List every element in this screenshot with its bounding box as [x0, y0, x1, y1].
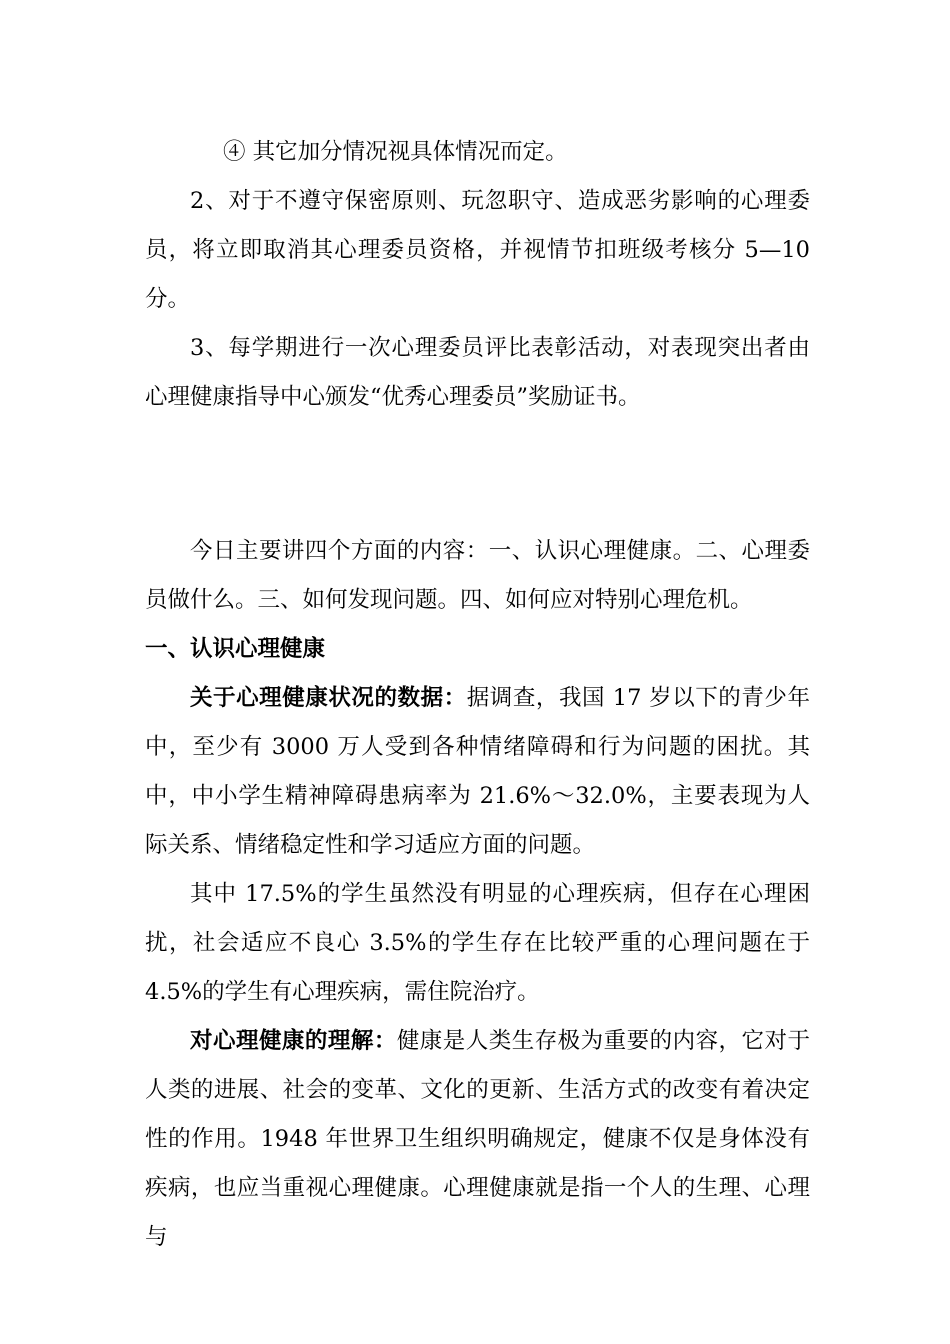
understanding-paragraph: [145, 1017, 810, 1262]
section-heading-1: 一、认识心理健康: [145, 636, 326, 662]
understanding-lead: 对心理健康的理解：: [190, 1028, 397, 1054]
intro-paragraph: 今日主要讲四个方面的内容：一、认识心理健康。二、心理委员做什么。三、如何发现问题。四、如何应对特别心理危机。: [145, 538, 810, 613]
data-paragraph: [145, 674, 810, 870]
data-body: 据调查，我国 17 岁以下的青少年中，至少有 3000 万人受到各种情绪障碍和行为问题的困扰。其中，中小学生精神障碍患病率为 21.6%～32.0%，主要表现为人际关系、情绪稳定性和学习适应方面的问题。: [145, 685, 810, 858]
stats-paragraph: 其中 17.5%的学生虽然没有明显的心理疾病，但存在心理困扰，社会适应不良心 3.5%的学生存在比较严重的心理问题在于 4.5%的学生有心理疾病，需住院治疗。: [145, 881, 810, 1005]
talk-section: [145, 527, 810, 1262]
rules-section: [145, 128, 810, 422]
understanding-body: 健康是人类生存极为重要的内容，它对于人类的进展、社会的变革、文化的更新、生活方式的改变有着决定性的作用。1948 年世界卫生组织明确规定，健康不仅是身体没有疾病，也应当重视心理健康。心理健康就是指一个人的生理、心理与: [145, 1028, 810, 1250]
rule-3-paragraph: 3、每学期进行一次心理委员评比表彰活动，对表现突出者由心理健康指导中心颁发“优秀心理委员”奖励证书。: [145, 335, 810, 410]
rule-item-other: ④ 其它加分情况视具体情况而定。: [223, 139, 568, 165]
rule-2-paragraph: 2、对于不遵守保密原则、玩忽职守、造成恶劣影响的心理委员，将立即取消其心理委员资格，并视情节扣班级考核分 5—10 分。: [145, 188, 810, 312]
data-lead: 关于心理健康状况的数据：: [190, 685, 467, 711]
